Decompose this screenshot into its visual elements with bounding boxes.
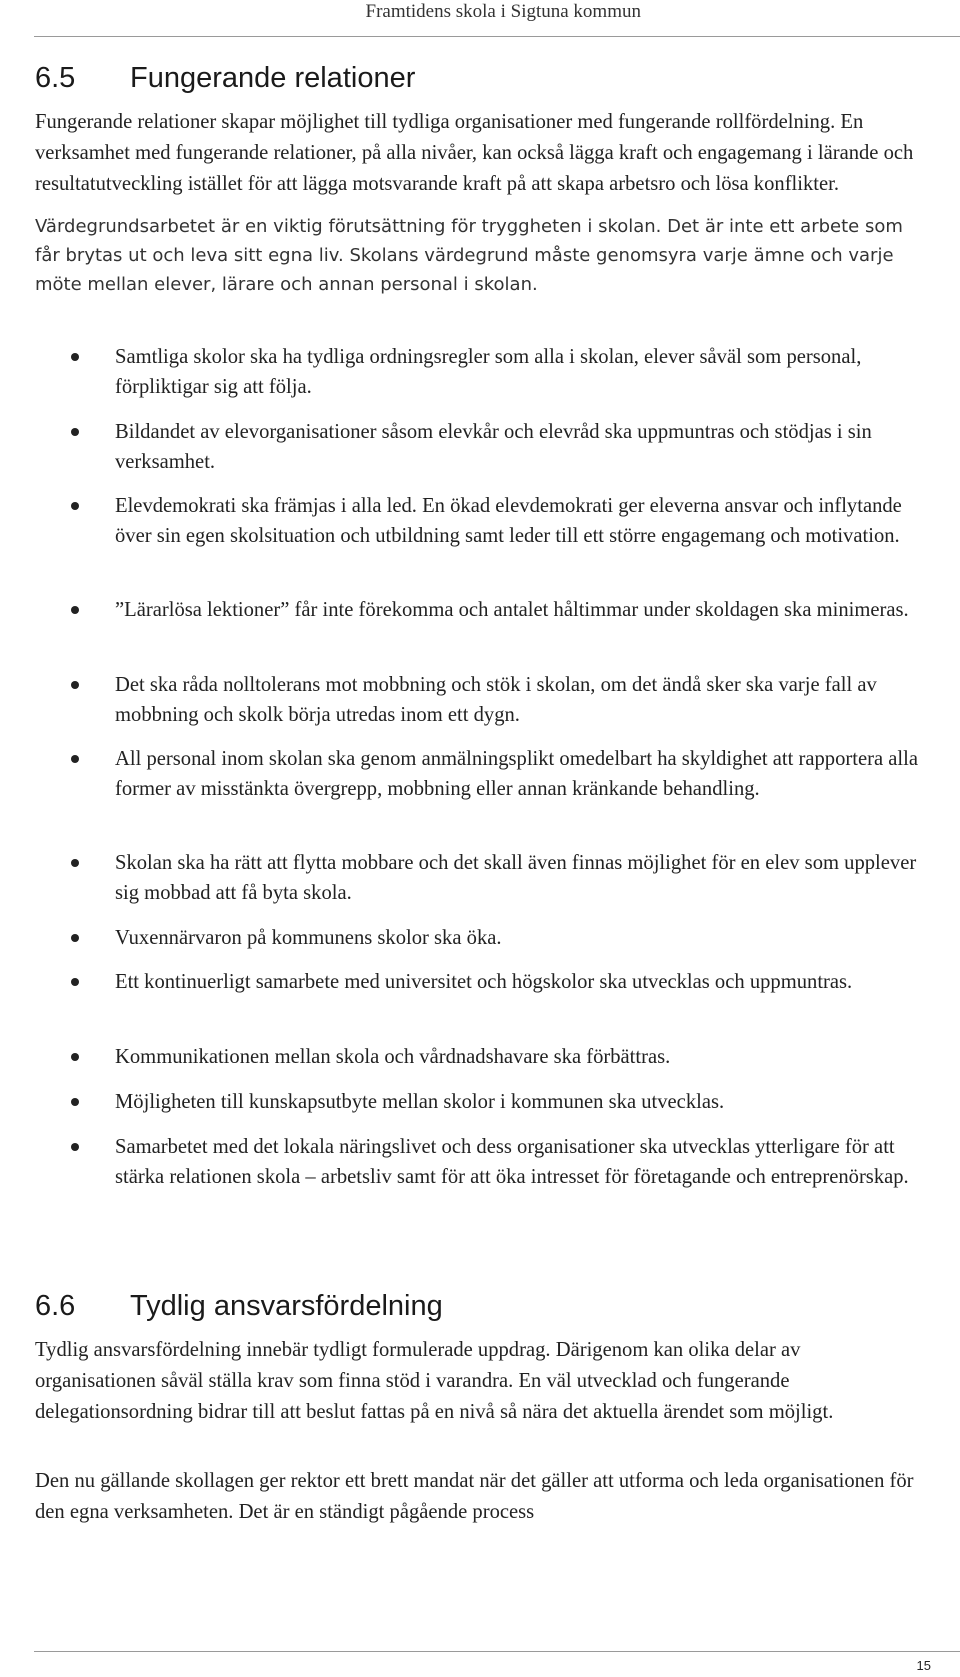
list-item-text: All personal inom skolan ska genom anmälningsplikt omedelbart ha skyldighet att rapportera alla former av misstänkta övergrepp, mobbning eller annan kränkande behandling. — [115, 748, 918, 800]
section-number: 6.5 — [35, 62, 76, 94]
section-title: Tydlig ansvarsfördelning — [130, 1290, 443, 1322]
running-header — [34, 0, 960, 37]
paragraph: Tydlig ansvarsfördelning innebär tydligt formulerade uppdrag. Därigenom kan olika delar av organisationen såväl ställa krav som finna stöd i varandra. En väl utvecklad och fungerande delegationsordning bidrar till att beslut fattas på en nivå så nära det aktuella ärendet som möjligt. — [35, 1339, 834, 1423]
list-item — [35, 491, 925, 551]
bullet-icon — [71, 681, 79, 689]
section-heading-6-5 — [35, 60, 415, 96]
paragraph: Fungerande relationer skapar möjlighet till tydliga organisationer med fungerande rollfördelning. En verksamhet med fungerande relationer, på alla nivåer, kan också lägga kraft och engagemang i lärande och resultatutveckling istället för att lägga motsvarande kraft på att skapa arbetsro och lösa konflikter. — [35, 111, 914, 195]
list-item — [35, 744, 925, 804]
list-item-text: Kommunikationen mellan skola och vårdnadshavare ska förbättras. — [115, 1046, 671, 1068]
list-item-text: ”Lärarlösa lektioner” får inte förekomma och antalet håltimmar under skoldagen ska minimeras. — [115, 599, 909, 621]
bullet-icon — [71, 755, 79, 763]
list-item-text: Samarbetet med det lokala näringslivet och dess organisationer ska utvecklas ytterligare för att stärka relationen skola – arbetsliv samt för att öka intresset för företagande och entreprenörskap. — [115, 1136, 909, 1188]
list-item — [35, 1042, 925, 1072]
list-item-text: Samtliga skolor ska ha tydliga ordningsregler som alla i skolan, elever såväl som personal, förpliktigar sig att följa. — [115, 346, 862, 398]
bullet-icon — [71, 606, 79, 614]
list-item — [35, 670, 925, 730]
bullet-icon — [71, 428, 79, 436]
running-header-title: Framtidens skola i Sigtuna kommun — [365, 1, 641, 22]
list-item — [35, 923, 925, 953]
list-item — [35, 1132, 925, 1192]
list-item-text: Skolan ska ha rätt att flytta mobbare och det skall även finnas möjlighet för en elev som upplever sig mobbad att få byta skola. — [115, 852, 917, 904]
list-item-text: Det ska råda nolltolerans mot mobbning och stök i skolan, om det ändå sker ska varje fall av mobbning och skolk börja utredas inom ett dygn. — [115, 674, 877, 726]
bullet-icon — [71, 353, 79, 361]
paragraph: Den nu gällande skollagen ger rektor ett brett mandat när det gäller att utforma och leda organisationen för den egna verksamheten. Det är en ständigt pågående process — [35, 1470, 914, 1523]
bullet-icon — [71, 934, 79, 942]
bullet-icon — [71, 1098, 79, 1106]
footer-rule — [34, 1651, 960, 1652]
bullet-icon — [71, 1143, 79, 1151]
section-number: 6.6 — [35, 1290, 76, 1322]
section-title: Fungerande relationer — [130, 62, 416, 94]
bullet-icon — [71, 1053, 79, 1061]
list-item-text: Ett kontinuerligt samarbete med universitet och högskolor ska utvecklas och uppmuntras. — [115, 971, 853, 993]
list-item-text: Elevdemokrati ska främjas i alla led. En ökad elevdemokrati ger eleverna ansvar och inflytande över sin egen skolsituation och utbildning samt leder till ett större engagemang och motivation. — [115, 495, 902, 547]
list-item-text: Vuxennärvaron på kommunens skolor ska öka. — [115, 927, 502, 949]
section-heading-6-6 — [35, 1288, 443, 1324]
bullet-icon — [71, 978, 79, 986]
page-number: 15 — [916, 1658, 931, 1673]
list-item-text: Möjligheten till kunskapsutbyte mellan skolor i kommunen ska utvecklas. — [115, 1091, 725, 1113]
list-item-text: Bildandet av elevorganisationer såsom elevkår och elevråd ska uppmuntras och stödjas i sin verksamhet. — [115, 421, 872, 473]
bullet-icon — [71, 859, 79, 867]
list-item — [35, 848, 925, 908]
list-item — [35, 967, 925, 997]
paragraph: Värdegrundsarbetet är en viktig förutsättning för tryggheten i skolan. Det är inte ett arbete som får brytas ut och leva sitt egna liv. Skolans värdegrund måste genomsyra varje ämne och varje möte mellan elever, lärare och annan personal i skolan. — [35, 216, 903, 295]
list-item — [35, 342, 925, 402]
list-item — [35, 595, 925, 625]
list-item — [35, 417, 925, 477]
bullet-icon — [71, 502, 79, 510]
list-item — [35, 1087, 925, 1117]
